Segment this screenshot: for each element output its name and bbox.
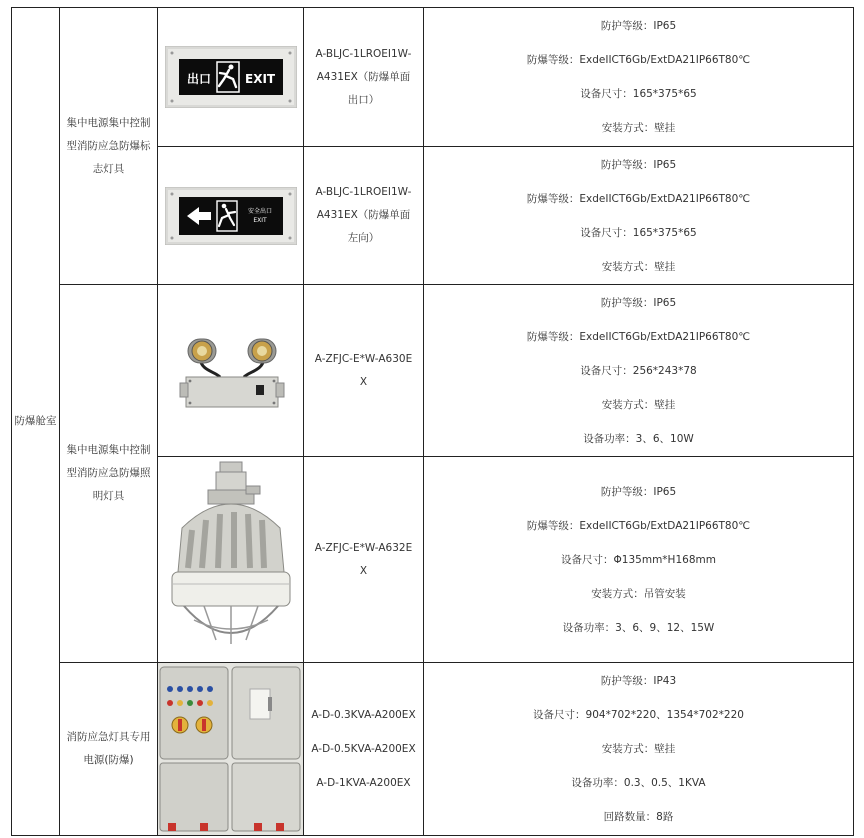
category-label: 集中电源集中控制型消防应急防爆标志灯具 <box>66 116 151 175</box>
category-cell-power <box>60 663 158 836</box>
spec-cell <box>424 663 854 836</box>
model-name: A-D-1KVA-A200EX <box>316 777 411 789</box>
spec-protection: 防护等级：IP65 <box>600 158 677 171</box>
model-cell <box>304 663 424 836</box>
category-label: 消防应急灯具专用电源(防爆) <box>66 731 151 766</box>
spec-cell <box>424 457 854 663</box>
spec-mounting: 安装方式：壁挂 <box>601 260 676 273</box>
table-row <box>12 663 854 836</box>
model-cell <box>304 285 424 457</box>
emergency-power-cabinet-image <box>158 663 303 835</box>
spec-power: 设备功率：0.3、0.5、1KVA <box>571 777 706 789</box>
pendant-explosion-proof-light-image <box>160 460 302 660</box>
model-name: A-D-0.3KVA-A200EX <box>311 709 416 721</box>
area-label: 防爆舱室 <box>14 415 57 427</box>
spec-power: 设备功率：3、6、9、12、15W <box>562 621 715 634</box>
model-name: A-ZFJC-E*W-A632EX <box>314 541 413 577</box>
twin-head-emergency-light-image <box>172 325 290 417</box>
spec-explosion: 防爆等级：ExdeIICT6Gb/ExtDA21IP66T80℃ <box>526 519 751 532</box>
safe-exit-en-text: EXIT <box>252 216 267 224</box>
table-row <box>12 8 854 147</box>
category-cell-sign <box>60 8 158 285</box>
spec-mounting: 安装方式：吊管安装 <box>591 587 686 600</box>
spec-protection: 防护等级：IP65 <box>600 20 677 32</box>
safe-exit-cn-text: 安全出口 <box>247 207 272 215</box>
product-image-cell <box>158 457 304 663</box>
spec-cell <box>424 8 854 147</box>
spec-size: 设备尺寸：256*243*78 <box>580 364 697 377</box>
spec-circuits: 回路数量：8路 <box>603 811 674 823</box>
spec-mounting: 安装方式：壁挂 <box>601 122 676 134</box>
product-image-cell <box>158 663 304 836</box>
category-cell-lighting <box>60 285 158 663</box>
spec-size: 设备尺寸：165*375*65 <box>580 226 697 239</box>
model-name: A-ZFJC-E*W-A630EX <box>314 352 413 388</box>
product-image-cell <box>158 147 304 285</box>
model-cell <box>304 8 424 147</box>
spec-explosion: 防爆等级：ExdeIICT6Gb/ExtDA21IP66T80℃ <box>526 54 751 66</box>
spec-cell <box>424 147 854 285</box>
model-name: A-D-0.5KVA-A200EX <box>311 743 416 755</box>
exit-en-text: EXIT <box>244 72 275 86</box>
model-cell <box>304 147 424 285</box>
table-row <box>12 285 854 457</box>
spec-explosion: 防爆等级：ExdeIICT6Gb/ExtDA21IP66T80℃ <box>526 192 751 205</box>
product-image-cell <box>158 8 304 147</box>
spec-mounting: 安装方式：壁挂 <box>601 398 676 411</box>
spec-protection: 防护等级：IP65 <box>600 296 677 309</box>
exit-sign-image <box>165 46 297 108</box>
spec-size: 设备尺寸：904*702*220、1354*702*220 <box>533 709 744 721</box>
spec-power: 设备功率：3、6、10W <box>583 432 694 445</box>
spec-size: 设备尺寸：165*375*65 <box>580 88 697 100</box>
spec-protection: 防护等级：IP65 <box>600 485 677 498</box>
model-name: A-BLJC-1LROEI1W-A431EX（防爆单面左向） <box>315 186 412 244</box>
model-cell <box>304 457 424 663</box>
spec-size: 设备尺寸：Φ135mm*H168mm <box>561 553 716 566</box>
left-exit-sign-image <box>165 187 297 245</box>
product-image-cell <box>158 285 304 457</box>
spec-table <box>11 7 854 836</box>
spec-protection: 防护等级：IP43 <box>600 675 677 687</box>
category-label: 集中电源集中控制型消防应急防爆照明灯具 <box>66 444 151 502</box>
area-cell <box>12 8 60 836</box>
model-name: A-BLJC-1LROEI1W-A431EX（防爆单面出口） <box>315 47 412 106</box>
spec-cell <box>424 285 854 457</box>
spec-mounting: 安装方式：壁挂 <box>601 743 676 755</box>
exit-cn-text: 出口 <box>186 72 211 86</box>
spec-explosion: 防爆等级：ExdeIICT6Gb/ExtDA21IP66T80℃ <box>526 330 751 343</box>
